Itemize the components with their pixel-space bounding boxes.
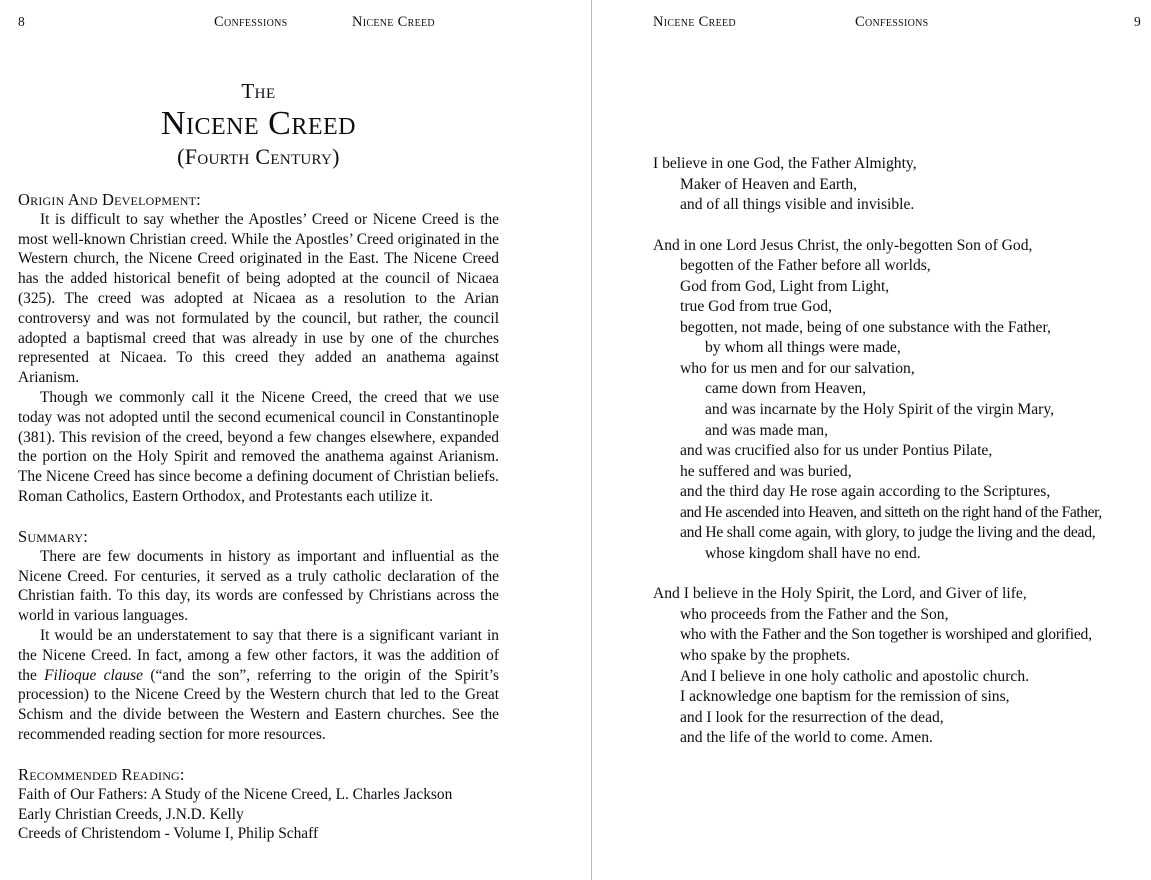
left-running-head-right-title: Nicene Creed: [352, 14, 435, 30]
reading-list-item: Faith of Our Fathers: A Study of the Nicene Creed, L. Charles Jackson: [18, 785, 453, 803]
left-running-head-center-title: Confessions: [214, 14, 288, 30]
creed-line: came down from Heaven,: [705, 380, 867, 398]
page-title-block: [18, 80, 499, 168]
filioque-clause-italic: Filioque clause: [44, 666, 143, 684]
creed-line: who spake by the prophets.: [680, 647, 851, 665]
right-page-running-head: [653, 14, 1141, 36]
creed-stanza: [653, 154, 1141, 216]
creed-line: who proceeds from the Father and the Son,: [680, 605, 949, 623]
creed-line: And I believe in the Holy Spirit, the Lord, and Giver of life,: [653, 585, 1027, 603]
creed-line: by whom all things were made,: [705, 339, 901, 357]
creed-line: begotten of the Father before all worlds,: [680, 257, 931, 275]
creed-line: true God from true God,: [680, 298, 833, 316]
creed-line: he suffered and was buried,: [680, 462, 852, 480]
creed-stanza: [653, 584, 1141, 748]
creed-line: and I look for the resurrection of the dead,: [680, 708, 944, 726]
paragraph-origin-2: Though we commonly call it the Nicene Creed, the creed that we use today was not adopted until the second ecumenical council in Constantinople (381). This revision of the creed, beyond a few changes elsewhere, expanded the portion on the Holy Spirit and removed the anathema against Arianism. The Nicene Creed has since become a defining document of Christian beliefs. Roman Catholics, Eastern Orthodox, and Protestants each utilize it.: [18, 389, 499, 505]
right-running-head-left-title: Nicene Creed: [653, 14, 736, 30]
left-page-folio: 8: [18, 14, 26, 29]
creed-line: begotten, not made, being of one substance with the Father,: [680, 318, 1051, 336]
page-subtitle: (Fourth Century): [177, 143, 340, 169]
paragraph-summary-2-before: It would be an understatement to say that there is a significant variant in the Nicene Creed. In fact, among a few other factors, it was the addition of the: [18, 626, 499, 684]
creed-text-body: [653, 154, 1141, 749]
creed-line: I acknowledge one baptism for the remission of sins,: [680, 688, 1010, 706]
creed-line: and of all things visible and invisible.: [680, 196, 915, 214]
section-heading-origin: Origin And Development:: [18, 189, 201, 209]
creed-line: I believe in one God, the Father Almighty,: [653, 155, 917, 172]
creed-line: and He ascended into Heaven, and sitteth on the right hand of the Father,: [680, 503, 1102, 521]
creed-line: and the life of the world to come. Amen.: [680, 729, 933, 747]
creed-line: and was made man,: [705, 421, 828, 439]
right-page: [591, 0, 1151, 880]
title-article: The: [241, 79, 276, 103]
paragraph-summary-1: There are few documents in history as important and influential as the Nicene Creed. For centuries, it served as a truly catholic declaration of the Christian faith. To this day, its words are confessed by Christians across the world in various languages.: [18, 547, 499, 625]
creed-line: and the third day He rose again according to the Scriptures,: [680, 483, 1051, 501]
creed-line: God from God, Light from Light,: [680, 277, 890, 295]
creed-line: and was crucified also for us under Pontius Pilate,: [680, 442, 993, 460]
creed-line: And in one Lord Jesus Christ, the only-begotten Son of God,: [653, 236, 1033, 254]
creed-line: Maker of Heaven and Earth,: [680, 175, 858, 193]
creed-line: And I believe in one holy catholic and apostolic church.: [680, 667, 1030, 685]
reading-list-item: Creeds of Christendom - Volume I, Philip Schaff: [18, 825, 319, 843]
creed-line: whose kingdom shall have no end.: [705, 544, 921, 562]
creed-line: who with the Father and the Son together is worshiped and glorified,: [680, 626, 1092, 644]
page-title: Nicene Creed: [160, 105, 357, 143]
right-running-head-center-title: Confessions: [855, 14, 929, 30]
paragraph-origin-1: It is difficult to say whether the Apostles’ Creed or Nicene Creed is the most well-known Christian creed. While the Apostles’ Creed originated in the Western church, the Nicene Creed originated in the East. The Nicene Creed has the added historical benefit of being adopted at the council of Nicaea (325). The creed was adopted at Nicaea as a resolution to the Arian controversy and was not formulated by the council, but rather, the council adopted a baptismal creed that was already in use by one of the churches represented at Nicaea. To this creed they added an anathema against Arianism.: [18, 210, 499, 387]
creed-line: and was incarnate by the Holy Spirit of the virgin Mary,: [705, 401, 1055, 419]
paragraph-summary-2: [18, 626, 499, 745]
section-heading-recommended-reading: Recommended Reading:: [18, 764, 185, 784]
right-page-folio: 9: [1133, 14, 1141, 29]
creed-line: and He shall come again, with glory, to judge the living and the dead,: [680, 524, 1096, 542]
left-page-running-head: [18, 14, 499, 36]
section-heading-summary: Summary:: [18, 526, 89, 546]
creed-stanza: [653, 236, 1141, 565]
creed-line: who for us men and for our salvation,: [680, 359, 915, 377]
paragraph-summary-2-after: (“and the son”, referring to the origin of the Spirit’s procession) to the Nicene Creed by the Western church that led to the Great Schism and the divide between the Western and Eastern churches. See the recommended reading section for more resources.: [18, 666, 500, 743]
reading-list-item: Early Christian Creeds, J.N.D. Kelly: [18, 805, 244, 823]
